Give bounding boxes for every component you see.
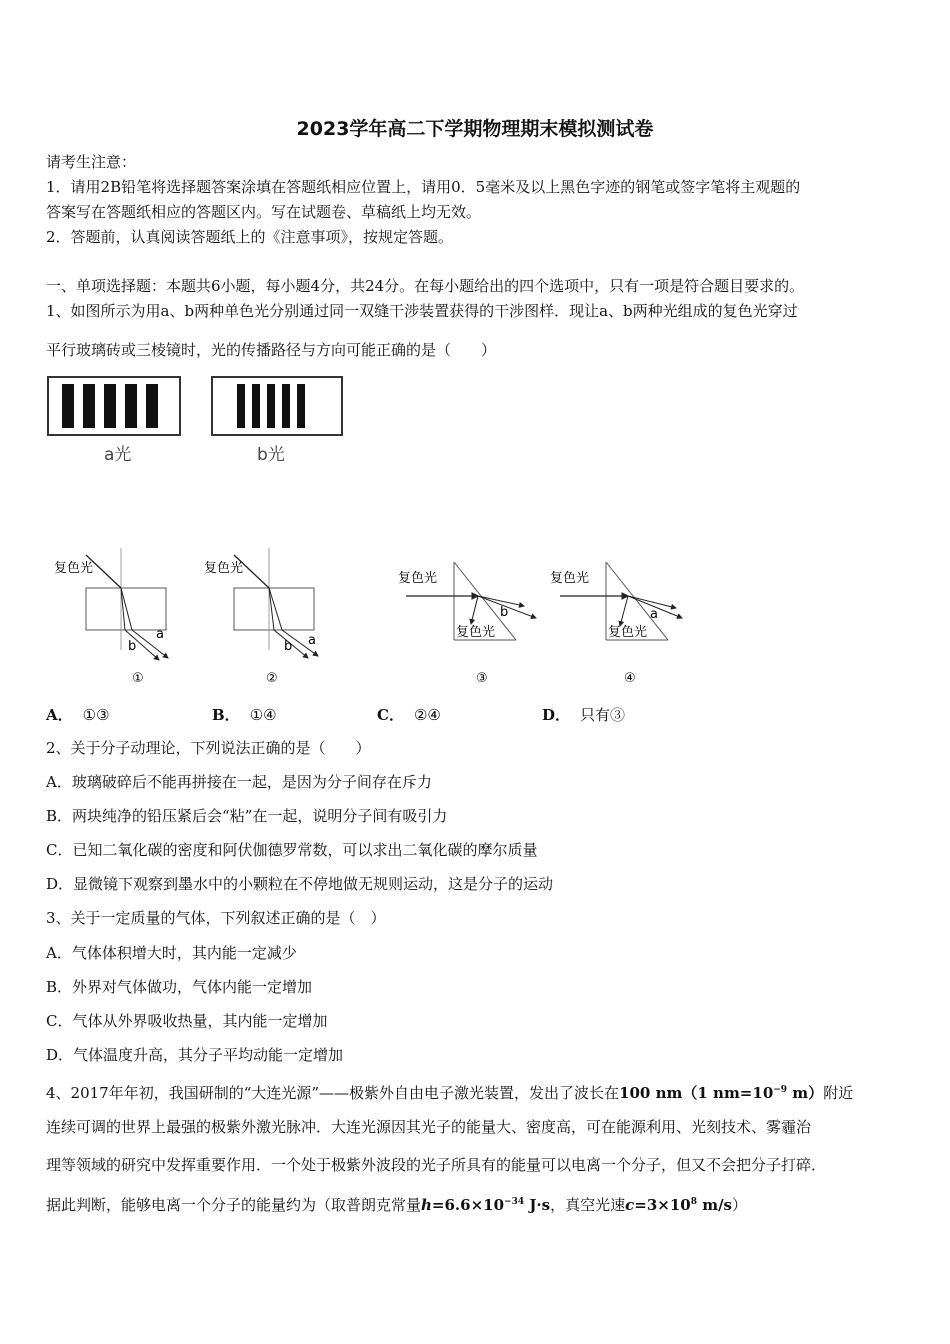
pattern-b bbox=[212, 377, 342, 435]
q2-option-b[interactable]: B．两块纯净的铅压紧后会“粘”在一起，说明分子间有吸引力 bbox=[46, 807, 448, 825]
d1-number: ① bbox=[132, 671, 144, 686]
q4-stem-1: 4、2017年年初，我国研制的“大连光源”——极紫外自由电子激光装置，发出了波长在100 nm（1 $nm=10^{-9}$ m）附近 bbox=[46, 1084, 854, 1102]
notice-line-2: 答案写在答题纸相应的答题区内。写在试题卷、草稿纸上均无效。 bbox=[46, 203, 482, 221]
d1-b: b bbox=[128, 639, 137, 654]
pattern-a bbox=[48, 377, 180, 435]
d3-b: b bbox=[500, 605, 509, 620]
q1-option-b[interactable]: B． ①④ bbox=[212, 706, 277, 724]
d3-label-out: 复色光 bbox=[456, 625, 496, 640]
d3-number: ③ bbox=[476, 671, 488, 686]
q3-stem: 3、关于一定质量的气体，下列叙述正确的是（ ） bbox=[46, 909, 386, 927]
q1-option-d[interactable]: D． 只有③ bbox=[542, 706, 626, 724]
label-b-light: b光 bbox=[257, 445, 285, 465]
q1-option-a[interactable]: A． ①③ bbox=[46, 706, 110, 724]
q2-option-d[interactable]: D．显微镜下观察到墨水中的小颗粒在不停地做无规则运动，这是分子的运动 bbox=[46, 875, 554, 893]
q3-option-a[interactable]: A．气体体积增大时，其内能一定减少 bbox=[46, 944, 297, 962]
d1-a: a bbox=[156, 627, 164, 642]
d4-number: ④ bbox=[624, 671, 636, 686]
d2-a: a bbox=[308, 633, 316, 648]
d2-b: b bbox=[284, 639, 293, 654]
page-title: 2023学年高二下学期物理期末模拟测试卷 bbox=[296, 118, 654, 140]
diagram-2 bbox=[204, 548, 318, 686]
q2-option-c[interactable]: C．已知二氧化碳的密度和阿伏伽德罗常数，可以求出二氧化碳的摩尔质量 bbox=[46, 841, 538, 859]
d2-label: 复色光 bbox=[204, 561, 244, 576]
diagram-1 bbox=[54, 548, 168, 686]
interference-figure bbox=[46, 374, 346, 470]
d2-number: ② bbox=[266, 671, 278, 686]
label-a-light: a光 bbox=[104, 445, 132, 465]
diagram-4 bbox=[550, 562, 682, 686]
d4-a: a bbox=[650, 607, 658, 622]
notice-line-3: 2．答题前，认真阅读答题纸上的《注意事项》，按规定答题。 bbox=[46, 228, 454, 246]
ray-diagrams bbox=[46, 540, 706, 692]
section-heading: 一、单项选择题：本题共6小题，每小题4分，共24分。在每小题给出的四个选项中，只有一项是符合题目要求的。 bbox=[46, 277, 805, 295]
q2-option-a[interactable]: A．玻璃破碎后不能再拼接在一起，是因为分子间存在斥力 bbox=[46, 773, 432, 791]
q3-option-d[interactable]: D．气体温度升高，其分子平均动能一定增加 bbox=[46, 1046, 344, 1064]
d4-label-out: 复色光 bbox=[608, 625, 648, 640]
q1-option-c[interactable]: C． ②④ bbox=[377, 706, 441, 724]
q4-stem-2: 连续可调的世界上最强的极紫外激光脉冲．大连光源因其光子的能量大、密度高，可在能源利用、光刻技术、雾霾治 bbox=[46, 1118, 812, 1136]
q3-option-c[interactable]: C．气体从外界吸收热量，其内能一定增加 bbox=[46, 1012, 328, 1030]
notice-line-1: 1．请用2B铅笔将选择题答案涂填在答题纸相应位置上，请用0．5毫米及以上黑色字迹的钢笔或签字笔将主观题的 bbox=[46, 178, 801, 196]
q1-stem-2: 平行玻璃砖或三棱镜时，光的传播路径与方向可能正确的是（ ） bbox=[46, 341, 497, 359]
q1-stem-1: 1、如图所示为用a、b两种单色光分别通过同一双缝干涉装置获得的干涉图样．现让a、b两种光组成的复色光穿过 bbox=[46, 302, 798, 320]
q4-stem-4: 据此判断，能够电离一个分子的能量约为（取普朗克常量$h=6.6\times 10^{-34}$ J·s，真空光速$c=3\times 10^8$ m/s） bbox=[46, 1196, 748, 1214]
d1-label: 复色光 bbox=[54, 561, 94, 576]
q3-option-b[interactable]: B．外界对气体做功，气体内能一定增加 bbox=[46, 978, 313, 996]
d4-label-in: 复色光 bbox=[550, 571, 590, 586]
q4-stem-3: 理等领域的研究中发挥重要作用．一个处于极紫外波段的光子所具有的能量可以电离一个分子，但又不会把分子打碎． bbox=[46, 1156, 827, 1174]
diagram-3 bbox=[398, 562, 536, 686]
q2-stem: 2、关于分子动理论，下列说法正确的是（ ） bbox=[46, 739, 371, 757]
notice-heading: 请考生注意： bbox=[46, 153, 137, 171]
d3-label-in: 复色光 bbox=[398, 571, 438, 586]
